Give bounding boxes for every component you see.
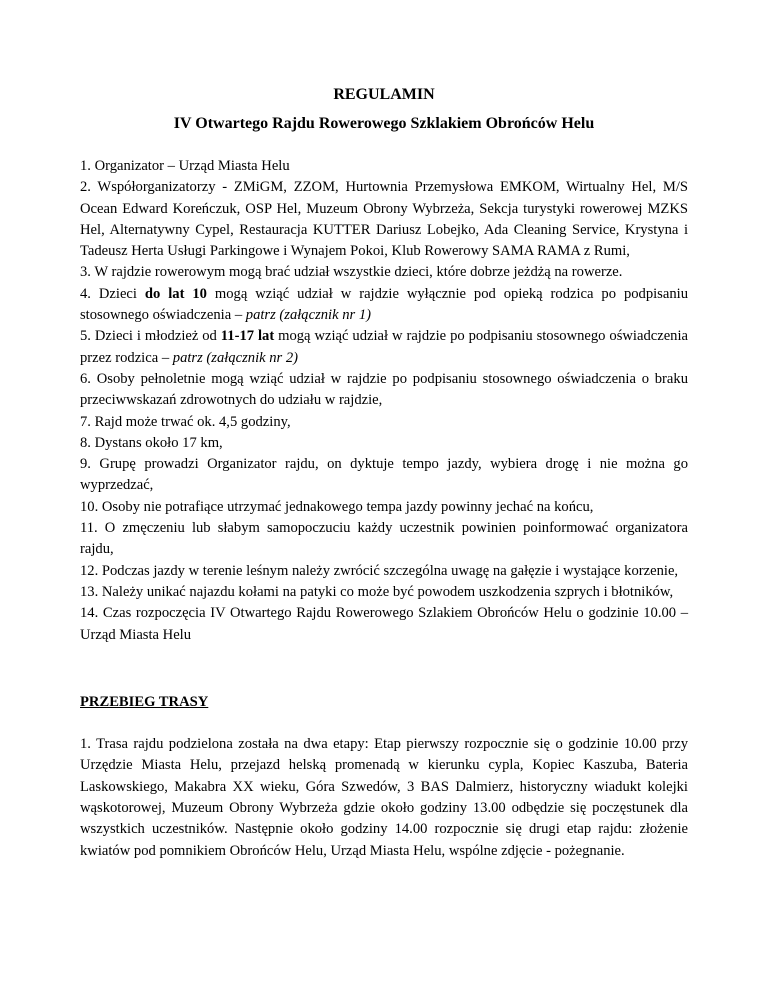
rule-text: 11-17 lat — [220, 328, 275, 345]
rule-text: do lat 10 — [144, 285, 207, 302]
rule-text: 1. Organizator – Urząd Miasta Helu — [80, 158, 290, 174]
route-paragraph: 1. Trasa rajdu podzielona została na dwa etapy: Etap pierwszy rozpocznie się o godzinie 10.00 przy Urzędzie Miasta Helu, przejazd helską promenadą w kierunku cypla, Kopiec Kaszuba, Bateria Laskowskiego, Makabra XX wieku, Góra Szwedów, 3 BAS Dalmierz, historyczny wiadukt kolejki wąskotorowej, Muzeum Obrony Wybrzeża gdzie około godziny 13.00 odbędzie się poczęstunek dla wszystkich uczestników. Następnie około godziny 14.00 rozpocznie się drugi etap rajdu: złożenie kwiatów pod pomnikiem Obrońców Helu, Urząd Miasta Helu, wspólne zdjęcie - pożegnanie. — [80, 736, 688, 859]
rule-text: 13. Należy unikać najazdu kołami na patyki co może być powodem uszkodzenia szprych i błotników, — [80, 583, 674, 600]
rules-list — [80, 156, 688, 646]
rule-text: 11. O zmęczeniu lub słabym samopoczuciu każdy uczestnik powinien poinformować organizatora rajdu, — [80, 520, 688, 558]
rule-item — [80, 603, 688, 646]
rule-text: mogą wziąć udział w rajdzie wyłącznie pod opieką rodzica po podpisaniu stosownego oświadczenia – — [80, 285, 688, 324]
rule-text: 8. Dystans około 17 km, — [80, 434, 223, 451]
rule-text: 5. Dzieci i młodzież od — [80, 328, 221, 345]
rule-item — [80, 262, 688, 283]
rule-text: 14. Czas rozpoczęcia IV Otwartego Rajdu Rowerowego Szlakiem Obrońców Helu o godzinie 10.00 – Urząd Miasta Helu — [80, 605, 688, 643]
rule-item — [80, 326, 688, 369]
rule-text: mogą wziąć udział w rajdzie po podpisaniu stosownego oświadczenia przez rodzica – — [80, 328, 689, 366]
rule-text: 6. Osoby pełnoletnie mogą wziąć udział w rajdzie po podpisaniu stosownego oświadczenia o braku przeciwwskazań zdrowotnych do udziału w rajdzie, — [80, 370, 688, 409]
rule-text: 3. W rajdzie rowerowym mogą brać udział wszystkie dzieci, które dobrze jeżdżą na rowerze. — [80, 264, 623, 281]
document-title: REGULAMIN — [333, 86, 435, 103]
rule-text: patrz (załącznik nr 2) — [172, 349, 299, 366]
rule-text: patrz (załącznik nr 1) — [245, 307, 372, 324]
rule-item — [80, 454, 688, 497]
rule-item — [80, 433, 688, 454]
rule-text: 10. Osoby nie potrafiące utrzymać jednakowego tempa jazdy powinny jechać na końcu, — [80, 498, 594, 515]
rule-text: 7. Rajd może trwać ok. 4,5 godziny, — [80, 413, 291, 430]
rule-item — [80, 369, 688, 412]
rule-item — [80, 156, 688, 177]
document-subtitle: IV Otwartego Rajdu Rowerowego Szklakiem Obrońców Helu — [173, 115, 595, 132]
route-description — [80, 734, 688, 862]
rule-text: 2. Współorganizatorzy - ZMiGM, ZZOM, Hurtownia Przemysłowa EMKOM, Wirtualny Hel, M/S Ocean Edward Koreńczuk, OSP Hel, Muzeum Obrony Wybrzeża, Sekcja turystyki rowerowej MZKS Hel, Alternatywny Cypel, Restauracja KUTTER Dariusz Lobejko, Ada Cleaning Service, Krystyna i Tadeusz Herta Usługi Parkingowe i Wynajem Pokoi, Klub Rowerowy SAMA RAMA z Rumi, — [80, 179, 688, 260]
rule-text: 9. Grupę prowadzi Organizator rajdu, on dyktuje tempo jazdy, wybiera drogę i nie można go wyprzedzać, — [80, 456, 688, 494]
rule-item — [80, 497, 688, 518]
rule-item — [80, 561, 688, 582]
rule-item — [80, 177, 688, 262]
rule-item — [80, 284, 688, 327]
rule-item — [80, 518, 688, 561]
rule-item — [80, 582, 688, 603]
rule-item — [80, 412, 688, 433]
rule-text: 4. Dzieci — [80, 285, 145, 302]
route-heading: PRZEBIEG TRASY — [80, 693, 209, 710]
rule-text: 12. Podczas jazdy w terenie leśnym należy zwrócić szczególna uwagę na gałęzie i wystające korzenie, — [80, 562, 679, 579]
